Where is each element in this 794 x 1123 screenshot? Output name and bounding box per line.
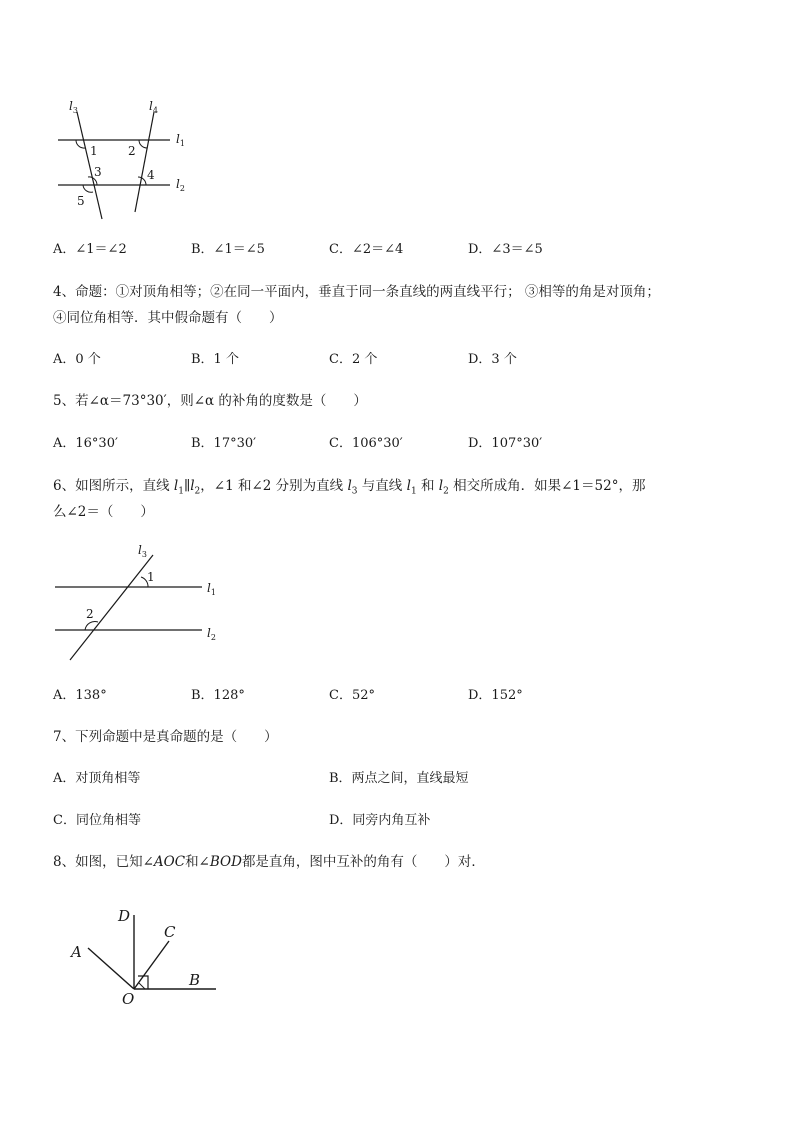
q3-option-c: C．∠2＝∠4 — [329, 242, 404, 257]
label-angle-1: 1 — [147, 570, 155, 584]
label-angle-4: 4 — [147, 168, 155, 182]
label-angle-2: 2 — [86, 607, 94, 621]
figure-angles-q8 — [60, 900, 230, 1012]
label-point-b: B — [189, 971, 201, 989]
q3-option-d: D．∠3＝∠5 — [468, 242, 543, 257]
label-point-a: A — [71, 943, 82, 961]
angle-arc-4 — [138, 177, 146, 185]
q4-option-a: A．0 个 — [53, 352, 101, 367]
q5-stem: 5、若∠α＝73°30′，则∠α 的补角的度数是（ ） — [53, 393, 367, 409]
label-l1: $l_1$ — [176, 132, 185, 148]
q4-option-b: B．1 个 — [191, 352, 239, 367]
angle-arc-5 — [83, 185, 93, 192]
ray-oc — [134, 941, 169, 989]
line-l4 — [135, 112, 154, 212]
label-l4: $l_4$ — [149, 99, 158, 115]
label-point-o: O — [122, 990, 135, 1008]
label-l3: $l_3$ — [138, 545, 147, 559]
q6-stem-line1: 6、如图所示，直线 $l_1\parallel l_2$，∠1 和∠2 分别为直线 $l_3$ 与直线 $l_1$ 和 $l_2$ 相交所成角．如果∠1＝52°，那 — [53, 478, 646, 497]
angle-arc-2 — [85, 622, 98, 630]
line-l3 — [70, 555, 153, 660]
right-angle-mark-aoc — [139, 983, 145, 989]
label-point-c: C — [164, 923, 176, 941]
q7-option-d: D．同旁内角互补 — [329, 813, 431, 828]
q4-stem-line1: 4、命题：①对顶角相等；②在同一平面内，垂直于同一条直线的两直线平行； ③相等的角是对顶角； — [53, 284, 660, 300]
q5-option-d: D．107°30′ — [468, 436, 543, 451]
q5-option-b: B．17°30′ — [191, 436, 257, 451]
label-angle-3: 3 — [94, 165, 102, 179]
q4-stem-line2: ④同位角相等．其中假命题有（ ） — [53, 310, 283, 326]
label-angle-1: 1 — [90, 144, 98, 158]
ray-oa — [88, 948, 134, 989]
q6-option-d: D．152° — [468, 688, 523, 703]
q6-option-c: C．52° — [329, 688, 375, 703]
label-l2: $l_2$ — [176, 177, 185, 193]
q4-option-c: C．2 个 — [329, 352, 378, 367]
angle-arc-2 — [139, 140, 147, 148]
label-angle-2: 2 — [128, 144, 136, 158]
label-l1: $l_1$ — [207, 581, 216, 597]
q8-stem: 8、如图，已知∠AOC和∠BOD都是直角，图中互补的角有（ ）对． — [53, 854, 485, 870]
q3-option-b: B．∠1＝∠5 — [191, 242, 265, 257]
q6-option-b: B．128° — [191, 688, 245, 703]
q4-option-d: D．3 个 — [468, 352, 517, 367]
q5-option-c: C．106°30′ — [329, 436, 403, 451]
q6-option-a: A．138° — [53, 688, 107, 703]
q7-option-c: C．同位角相等 — [53, 813, 141, 828]
q5-option-a: A．16°30′ — [53, 436, 118, 451]
label-l2: $l_2$ — [207, 626, 216, 642]
label-l3: $l_3$ — [69, 99, 78, 115]
label-point-d: D — [118, 907, 131, 925]
q7-option-b: B．两点之间，直线最短 — [329, 771, 469, 786]
label-angle-5: 5 — [77, 194, 85, 208]
figure-parallel-lines-q3 — [50, 95, 200, 223]
q7-stem: 7、下列命题中是真命题的是（ ） — [53, 729, 278, 745]
q3-option-a: A．∠1＝∠2 — [53, 242, 127, 257]
q6-stem-line2: 么∠2＝（ ） — [53, 504, 154, 520]
q7-option-a: A．对顶角相等 — [53, 771, 141, 786]
figure-parallel-lines-q6 — [50, 545, 230, 665]
